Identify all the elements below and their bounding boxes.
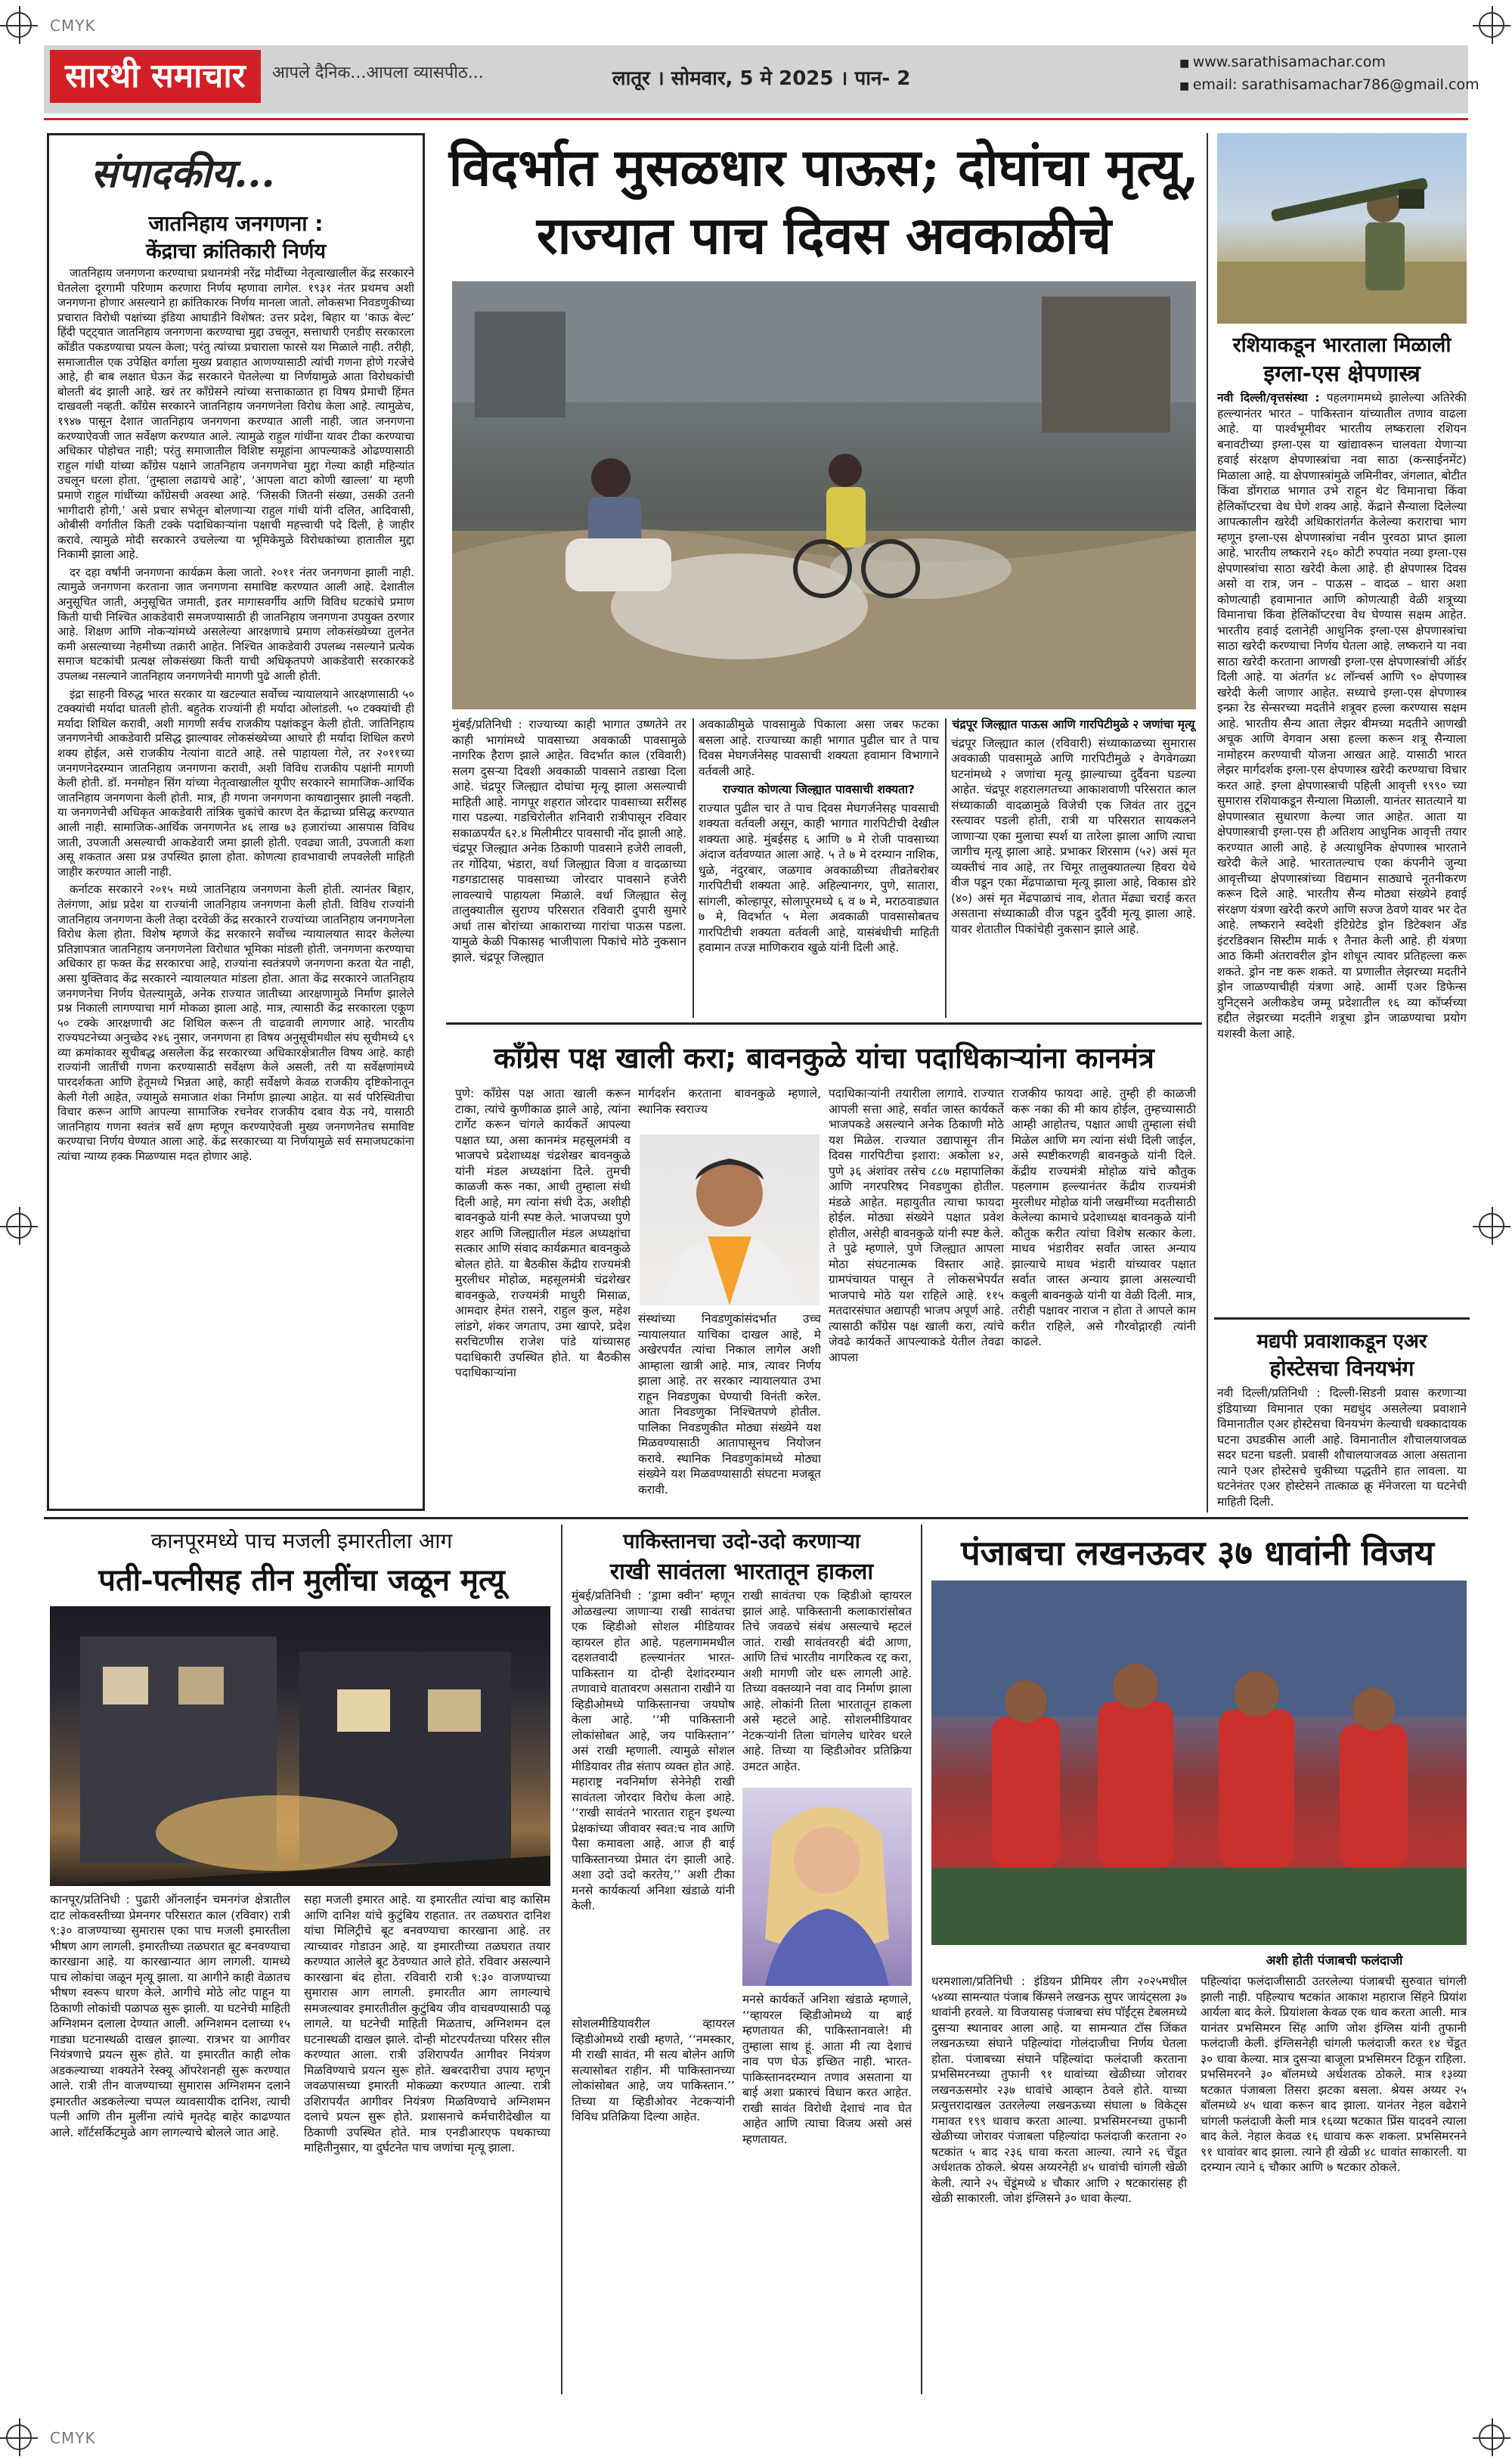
registration-mark-left-mid — [6, 1213, 32, 1239]
rain-column-1: मुंबई/प्रतिनिधी : राज्याच्या काही भागात उष्णतेने तर काही भागांमध्ये पावसाच्या अवकाळी पावसामुळे नागरिक हैराण झाले आहेत. विदर्भात काल (रविवारी) सलग दुसऱ्या दिवशी अवकाळी पावसाने तडाखा दिला आहे. चंद्रपूर जिल्ह्यात दोघांचा मृत्यू झाला असल्याची माहिती आहे. नागपूर शहरात जोरदार पावसाच्या सरींसह गारा पडल्या. गडचिरोलीत शनिवारी रात्रीपासून रविवार सकाळपर्यंत ६२.४ मिलीमीटर पावसाची नोंद झाली आहे. चंद्रपूर जिल्ह्यात अनेक ठिकाणी पावसाने हजेरी लावली, तर गोंदिया, भंडारा, वर्धा जिल्ह्यात विजा व वादळाच्या गडगडाटासह पावसाच्या जोरदार पावसाने हजेरी लावल्याचे पाहायला मिळाले. वर्धा जिल्ह्यात सेलू तालुक्यातील सुराण्य परिसरात रविवारी दुपारी सुमारे अर्धा तास बोरांच्या आकाराच्या गारांचा पाऊस पडला. यामुळे केळी पिकासह भाजीपाला पिकांचे मोठे नुकसान झाले. चंद्रपूर जिल्ह्यात — [452, 718, 686, 964]
editorial-paragraph: कर्नाटक सरकारने २०१५ मध्ये जातनिहाय जनगणना केली होती. त्यानंतर बिहार, तेलंगणा, आंध्र प्रदेश या राज्यांनी जातनिहाय जनगणना केली होती. विविध राज्यांनी जातनिहाय जनगणना केली तेव्हा दरवेळी केंद्र सरकारने राज्यांच्या जातनिहाय जनगणनेला विरोध केला होता. विशेष म्हणजे केंद्र सरकारने सर्वोच्च न्यायालयात सादर केलेल्या प्रतिज्ञापत्रात जातनिहाय जनगणनेला विरोधात भूमिका मांडली होती. जनगणना करण्याचा अधिकार हा फक्त केंद्र सरकारचा आहे, राज्यांना स्वतंत्रपणे जनगणना करता येत नाही, असा युक्तिवाद केंद्र सरकारने न्यायालयात मांडला होता. आता केंद्र सरकारने जातनिहाय जनगणनेचा निर्णय घेतल्यामुळे, अनेक राज्यात जातीच्या आरक्षणामुळे निर्माण झालेले प्रश्न निकाली लागण्याचा मार्ग मोकळा झाला आहे. मात्र, त्यासाठी केंद्र सरकारला एकूण ५० टक्के आरक्षणाची अट शिथिल करून ती वाढवावी लागणार आहे. भारतीय राज्यघटनेच्या अनुच्छेद २४६ नुसार, जनगणना हा विषय अनुसूचीमधील संघ सूचीमध्ये ६९ व्या क्रमांकावर सूचीबद्ध असलेला केंद्र सरकारच्या अधिकारक्षेत्रातील विषय आहे. काही राज्यांनी जातींची गणना करण्यासाठी सर्वेक्षण केले असली, तरी या सर्वेक्षणांमध्ये पारदर्शकता आणि हेतूमध्ये भिन्नता आहे, काही सर्वेक्षणे केवळ राजकीय दृष्टिकोनातून केली गेली आहेत, ज्यामुळे समाजात शंका निर्माण झाल्या आहेत. या सर्व परिस्थितीचा विचार करून आणि आपल्या सामाजिक रचनेवर राजकीय दबाव येऊ नये, यासाठी जातनिहाय गणना स्वतंत्र सर्वे क्षण म्हणून करण्याऐवजी मुख्य जनगणनेतच समाविष्ट करण्याचा निर्णय घेण्यात आला आहे. केंद्र सरकारच्या या निर्णयामुळे सर्व समाजघटकांना त्यांचा न्याय्य हक्क मिळण्यास मदत होणार आहे. — [57, 883, 414, 1164]
rain-column-2b-text: राज्यात पुढील चार ते पाच दिवस मेघगर्जनेसह पावसाची शक्यता वर्तवली असून, काही भागात गारपिटीची देखील शक्यता आहे. मुंबईसह ६ आणि ७ मे रोजी पावसाच्या अंदाज वर्तवण्यात आला आहे. ५ ते ७ मे दरम्यान नाशिक, धुळे, नंदुरबार, जळगाव अवकाळीच्या तीव्रतेबरोबर गारपिटीची शक्यता आहे. अहिल्यानगर, पुणे, सातारा, सांगली, कोल्हापूर, सोलापूरमध्ये ६ व ७ मे, मराठवाड्यात ७ मे, विदर्भात ५ मेला अवकाळी पावसासोबतच गारपिटीची शक्यता वर्तवली आहे, यासंबंधीची माहिती हवामान तज्ज्ञ माणिकराव खुळे यांनी दिली आहे. — [699, 801, 939, 954]
rakhi-column-1: मुंबई/प्रतिनिधी : ‘ड्रामा क्वीन’ म्हणून ओळखल्या जाणाऱ्या राखी सावंतचा एक व्हिडीओ सोशल मीडियावर व्हायरल होत आहे. पहलगाममधील दहशतवादी हल्ल्यानंतर भारत-पाकिस्तान या दोन्ही देशांदरम्यान तणावाचे वातावरण असताना राखीने या व्हिडीओमध्ये पाकिस्तानचा जयघोष केला आहे. ‘‘मी पाकिस्तानी लोकांसोबत आहे, जय पाकिस्तान’’ असं राखी म्हणाली. त्यामुळे सोशल मीडियावर तीव्र संताप व्यक्त होत आहे. महाराष्ट्र नवनिर्माण सेनेनेही राखी सावंतला जोरदार विरोध केला आहे. ‘‘राखी सावंतने भारतात राहून इथल्या प्रेक्षकांच्या जीवावर स्वत:च नाव आणि पैसा कमावला आहे. आज ही बाई पाकिस्तानच्या प्रेमात दंग झाली आहे. अशा उदो उदो करतेय,’’ अशी टीका मनसे कार्यकर्त्या अनिशा खंडाळे यांनी केली. — [572, 1589, 735, 1912]
email-link[interactable]: ■ email: sarathisamachar786@gmail.com — [1179, 74, 1479, 97]
missile-dateline: नवी दिल्ली/वृत्तसंस्था : — [1217, 391, 1320, 405]
cmyk-mark-top: CMYK — [50, 17, 96, 35]
registration-mark-right-mid — [1479, 1213, 1504, 1239]
rakhi-column-3: मनसे कार्यकर्ते अनिशा खंडाळे म्हणाले, ‘‘व्हायरल व्हिडीओमध्ये या बाई म्हणतायत की, पाकिस्तानवाले! मी तुम्हाला साथ हूं. आता मी त्या देशाचं नाव पण घेऊ इच्छित नाही. भारत-पाकिस्तानदरम्यान तणाव असताना या बाई अशा प्रकारचं विधान करत आहेत. राखी सावंत विरोधी देशाचं नाव घेत आहेत आणि त्याचा विजय असो असं म्हणतायत. — [742, 1993, 912, 2146]
rain-column-3-text: चंद्रपूर जिल्ह्यात काल (रविवारी) संध्याकाळच्या सुमारास अवकाळी पावसामुळे आणि गारपिटीमुळे २ वेगवेगळ्या घटनांमध्ये २ जणांचा मृत्यू झाल्याच्या दुर्दैवना घडल्या आहेत. चंद्रपूर शहरालगतच्या आकाशवाणी परिसरात काल संध्याकाळी वादळामुळे विजेची एक जिवंत तार तुटून रस्त्यावर पडली होती, रात्री या परिसरात सायकलने जाणाऱ्या एका मुलाचा स्पर्श या तारेला झाला आणि त्याचा जागीच मृत्यू झाला आहे. प्रभाकर शिरसाम (५२) असं मृत व्यक्तीचं नाव आहे, तर चिमूर तालुक्यातल्या हिवरा येथे वीज पडून एका मेंढपाळाचा मृत्यू झाला आहे, विकास डोरे (४०) असं मृत मेंढपाळाचं नाव, शेतात मेंढ्या चराई करत असताना संध्याकाळी वीज पडून दुर्दैवी मृत्यू झाला आहे. यावर शेतातील पिकांचेही नुकसान झाले आहे. — [951, 736, 1196, 936]
flooded-street-illustration — [452, 281, 1196, 709]
section-rule — [446, 1022, 1202, 1025]
congress-column-3: पदाधिकाऱ्यांनी तयारीला लागावे. राज्यात आपली सत्ता आहे, सर्वात जास्त कार्यकर्ते भाजपकडे असल्याने अनेक ठिकाणी मोठे यश मिळेल. राज्यात उद्यापासून तीन दिवस गारपिटीचा इशारा: अकोला ४२, पुणे ३६ अंशांवर तसेच ८८७ महापालिका आणि नगरपरिषद निवडणुका होतील. मंडळे आहेत. महायुतीत त्याचा फायदा होईल. मोठ्या संख्येने पक्षात प्रवेश होतील, असेही बावनकुळे यांनी स्पष्ट केले. ते पुढे म्हणाले, पुणे जिल्ह्यात आपला मोठा संघटनात्मक विस्तार आहे. ग्रामपंचायत पासून ते लोकसभेपर्यंत भाजपाचे मोठे यश राहिले आहे. ११५ मतदारसंघात अद्यापही भाजप अपूर्ण आहे. त्यासाठी काँग्रेस पक्ष खाली करा, त्यांचे जेवढे कार्यकर्ते आपल्याकडे येतील तेवढा आपला — [829, 1087, 1004, 1364]
rakhi-headline-line2: राखी सावंतला भारतातून हाकला — [609, 1559, 874, 1585]
congress-headline: काँग्रेस पक्ष खाली करा; बावनकुळे यांचा पदाधिकाऱ्यांना कानमंत्र — [494, 1041, 1154, 1075]
column-rule — [692, 718, 694, 1018]
kanpur-headline: पती-पत्नीसह तीन मुलींचा जळून मृत्यू — [98, 1562, 505, 1598]
editorial-title: जातनिहाय जनगणना : — [148, 211, 324, 236]
igla-missile-soldier-photo — [1217, 133, 1467, 324]
editorial-section-title: संपादकीय... — [91, 150, 275, 197]
punjab-photo-caption: अशी होती पंजाबची फलंदाजी — [1266, 1953, 1403, 1968]
rakhi-column-2: राखी सावंतचा एक व्हिडीओ व्हायरल झालं आहे. पाकिस्तानी कलाकारांसोबत तिचे जवळचे संबंध असल्याचे म्हटलं जातं. राखी सावंतवरही बंदी आणा, आणि तिचं भारतीय नागरिकत्व रद्द करा, अशी मागणी जोर धरू लागली आहे. तिच्या वक्तव्याने नवा वाद निर्माण झाला आहे. लोकांनी तिला भारतातून हाकला असे म्हटले आहे. सोशलमीडियावर नेटकऱ्यांनी तिला चांगलेच धारेवर धरले आहे. तिच्या या व्हिडीओवर प्रतिक्रिया उमटत आहेत. — [742, 1589, 912, 1773]
kanpur-column-2: सहा मजली इमारत आहे. या इमारतीत त्यांचा बाइ कासिम आणि दानिश यांचे कुटुंबिय राहतात. तर तळघरात दानिश यांचा मिलिट्रीचे बूट बनवण्याचा कारखाना आहे. तर त्याच्यावर गोडाउन आहे. या इमारतीच्या तळघरात तयार करण्यात आलेले बूट ठेवण्यात आले होते. रविवार असल्याने कारखाना बंद होता. रविवारी रात्री ९:३० वाजण्याच्या सुमारास आग लागली. इमारतीत आग लागल्याचे समजल्यावर इमारतीतील कुटुंबिय जीव वाचवण्यासाठी पळू लागले. या घटनेची माहिती मिळताच, अग्निशमन दल घटनास्थळी दाखल झाले. दोन्ही मोटरपर्यंतच्या परिसर सील करण्यात आला. रात्री उशिरापर्यंत आगीवर नियंत्रण मिळविण्याचे प्रयत्न सुरू होते. खबरदारीचा उपाय म्हणून जवळपासच्या इमारती मोकळ्या करण्यात आल्या. रात्री उशिरापर्यंत आगीवर नियंत्रण मिळविण्याचे अग्निशमन दलाचे प्रयत्न सुरू होते. प्रशासनाचे कर्मचारीदेखील या ठिकाणी उपस्थित होते. मात्र एनडीआरएफ पथकाच्या माहितीनुसार, या दुर्घटनेत पाच जणांचा मृत्यू झाला. — [304, 1893, 550, 2154]
column-rule — [561, 1525, 562, 2394]
rain-headline-line2: राज्यात पाच दिवस अवकाळीचे — [536, 206, 1112, 266]
website-link[interactable]: ■ www.sarathisamachar.com — [1179, 51, 1479, 74]
missile-body-text: पहलगाममध्ये झालेल्या अतिरेकी हल्ल्यानंतर भारत – पाकिस्तान यांच्यातील तणाव वाढला आहे. या पार्श्वभूमीवर भारतीय लष्कराला रशियन बनावटीच्या इग्ला-एस या खांद्यावरून चालवता येणाऱ्या हवाई संरक्षण क्षेपणास्त्रांचा नवा साठा (कन्साईनमेंट) मिळाला आहे. या क्षेपणास्त्रांमुळे जमिनीवर, जंगलात, बोटीत किंवा डोंगराळ भागात उभे राहून थेट विमानाचा किंवा हेलिकॉप्टरचा वेध घेणे शक्य आहे. केंद्राने सैन्याला दिलेल्या आपत्कालीन खरेदी अधिकारांतर्गत केलेल्या कराराचा भाग म्हणून इग्ला-एस क्षेपणास्त्रांचा नवीन पुरवठा प्राप्त झाला आहे. भारतीय लष्कराने २६० कोटी रुपयांत नव्या इग्ला-एस क्षेपणास्त्रांचा साठा खरेदी केला आहे. ही क्षेपणास्त्र दिवस असो वा रात्र, जन – पाऊस – वादळ – धारा अशा कोणत्याही हवामानात आणि कोणत्याही वेळी शत्रूच्या विमानाचा किंवा हेलिकॉप्टरचा वेध घेण्यास सक्षम आहेत. भारतीय हवाई दलानेही आधुनिक इग्ला-एस क्षेपणास्त्रांचा साठा खरेदी करण्याचा निर्णय घेतला आहे. लष्कराने या नवा साठा खरेदी करताना आणखी इग्ला-एस क्षेपणास्त्रांची ऑर्डर दिली आहे. या अंतर्गत ४८ लॉन्चर्स आणि ९० क्षेपणास्त्र खरेदी केली जाणार आहेत. सध्याचे इग्ला-एस क्षेपणास्त्र इन्फ्रा रेड सेन्सरच्या मदतीने शत्रूवर हल्ला करण्यास सक्षम आहे. भारतीय सैन्य आता लेझर बीमच्या मदतीने आणखी अचूक आणि वेगवान असा हल्ला करून शत्रू सैन्याला नामोहरम करण्याची योजना आखत आहे. यासाठी भारत लेझर मार्गदर्शक इग्ला-एस क्षेपणास्त्र खरेदी करण्याचा विचार करत आहे. इग्ला क्षेपणास्त्राची पहिली आवृत्ती १९९० च्या सुमारास रशियाकडून सैन्याला मिळाली. यानंतर सातत्याने या क्षेपणास्त्रात सुधारणा केल्या जात आहेत. आता या क्षेपणास्त्राची इग्ला-एस ही अतिशय आधुनिक आवृत्ती तयार करण्यात आली आहे. हे अत्याधुनिक क्षेपणास्त्र भारताने खरेदी केले आहे. भारतातल्याच एका कंपनीने जुन्या आवृत्तीच्या क्षेपणास्त्रांच्या विद्यमान साठ्याचे नूतनीकरण करून दिले आहे. भारतीय सैन्य मोठ्या संख्येने हवाई संरक्षण यंत्रणा खरेदी करणे आणि सज्ज ठेवणे यावर भर देत आहे. लष्कराने स्वदेशी इंटिग्रेटेड ड्रोन डिटेक्शन अँड इंटरडिक्शन सिस्टीम मार्क १ तैनात केली आहे. ही यंत्रणा आठ किमी अंतरावरील ड्रोन शोधून त्यावर प्रतिहल्ला करू शकते. ड्रोन नष्ट करू शकते. या प्रणालीत लेझरच्या मदतीने ड्रोन जाळण्याचीही यंत्रणा आहे. आर्मी एअर डिफेन्स युनिट्सने अलीकडेच जम्मू प्रदेशातील १६ व्या कॉर्प्सच्या हद्दीत लेझरच्या मदतीने शत्रूचा ड्रोन जाळण्याचा प्रयोग यशस्वी केला आहे. — [1217, 391, 1467, 1041]
newspaper-logo: सारथी समाचार — [50, 50, 261, 103]
editorial-paragraph: इंद्रा साहनी विरुद्ध भारत सरकार या खटल्यात सर्वोच्च न्यायालयाने आरक्षणासाठी ५० टक्क्यांची मर्यादा घातली होती. बहुतेक राज्यांनी ही मर्यादा ओलांडली. ५० टक्क्यांची ही मर्यादा शिथिल करावी, अशी मागणी सर्वच राजकीय पक्षांकडून केली होती. जातिनिहाय जनगणनेची आकडेवारी प्रसिद्ध झाल्यावर लोकसंख्येच्या आधारे ही मर्यादा शिथिल करणे शक्य होईल, असे राजकीय नेत्यांना वाटते आहे. तसे पाहायला गेले, तर २०११च्या जनगणनेदरम्यान जातनिहाय जनगणना करावी, अशी विविध राजकीय पक्षांनी मागणी केली होती. डॉ. मनमोहन सिंग यांच्या नेतृत्वाखालील यूपीए सरकारने सामाजिक-आर्थिक जातनिहाय जनगणना केली होती. मात्र, ही गणना जनगणना कायद्यानुसार झाली नव्हती. या जनगणनेची अधिकृत आकडेवारी तांत्रिक चुकांचे कारण देत केंद्राच्या प्रसिद्ध करण्यात आली नाही. सामाजिक-आर्थिक जनगणनेत ४६ लाख ७३ हजारांच्या आसपास विविध जाती, उपजाती असल्याची आकडेवारी जमा झाली होती. एवढ्या जाती, उपजाती कशा असू शकतात असा प्रश्न उपस्थित झाला होता. कोणत्या हावभावाची लपवलेली माहिती जाहीर करण्यात आली नाही. — [57, 687, 414, 879]
punjab-column-1: धरमशाला/प्रतिनिधी : इंडियन प्रीमियर लीग २०२५मधील ५४व्या सामन्यात पंजाब किंग्सने लखनऊ सुपर जायंट्सला ३७ धावांनी हरवले. या विजयासह पंजाबचा संघ पॉईंट्स टेबलमध्ये दुसऱ्या स्थानावर आला आहे. या सामन्यात टॉस जिंकत लखनऊच्या संघाने पहिल्यांदा गोलंदाजीचा निर्णय घेतला होता. पंजाबच्या संघाने पहिल्यांदा फलंदाजी करताना प्रभसिमरनच्या तुफानी ९१ धावांच्या खेळीच्या जोरावर लखनऊसमोर २३७ धावांचे आव्हान ठेवले होते. याच्या प्रत्युत्तरादाखल उतरलेल्या लखनऊच्या संघाला ७ विकेट्स गमावत १९९ धावाच करता आल्या. प्रभसिमरनच्या तुफानी खेळीच्या जोरावर पंजाबला पहिल्यांदा फलंदाजी करताना २० षटकांत ५ बाद २३६ धावा करता आल्या. त्याने २६ चेंडूत अर्धशतक ठोकले. श्रेयस अय्यरनेही ४५ धावांची चांगली खेळी केली. त्याने २५ चेंडूंमध्ये ४ चौकार आणि २ षटकारांसह ही खेळी साकारली. जोश इंग्लिसने ३० धावा केल्या. — [931, 1975, 1187, 2205]
punjab-headline: पंजाबचा लखनऊवर ३७ धावांनी विजय — [961, 1533, 1434, 1573]
rakhi-sawant-photo — [742, 1788, 912, 1986]
congress-column-1: पुणे: काँग्रेस पक्ष आता खाली करून टाका, त्यांचे कुणीकाळ झाले आहे, त्यांना टार्गेट करून चांगले कार्यकर्ते आपल्या पक्षात घ्या, असा कानमंत्र महसूलमंत्री व भाजपचे प्रदेशाध्यक्ष चंद्रशेखर बावनकुळे यांनी मंडल अध्यक्षांना दिले. तुमची काळजी करू नका, आधी तुम्हाला संधी दिली आहे, मग त्यांना संधी देऊ, अशीही बावनकुळे यांनी स्पष्ट केले. भाजपच्या पुणे शहर आणि जिल्ह्यातील मंडल अध्यक्षांचा सत्कार आणि संवाद कार्यक्रमात बावनकुळे बोलत होते. या बैठकीस केंद्रीय राज्यमंत्री मुरलीधर मोहोळ, महसूलमंत्री चंद्रशेखर बावनकुळे, राज्यमंत्री माधुरी मिसाळ, आमदार हेमंत रासने, राहुल कुल, महेश लांडगे, शंकर जगताप, उमा खापरे, प्रदेश सरचिटणीस राजेश पांडे यांच्यासह पदाधिकारी उपस्थित होते. या बैठकीस पदाधिकाऱ्यांना — [455, 1087, 631, 1379]
column-rule — [1207, 133, 1208, 1512]
masthead-tagline: आपले दैनिक...आपला व्यासपीठ... — [272, 64, 484, 82]
missile-headline-line1: रशियाकडून भारताला मिळाली — [1232, 333, 1452, 357]
rain-column-2 — [699, 717, 939, 1019]
rakhi-headline-line1: पाकिस्तानचा उदो-उदो करणाऱ्या — [623, 1530, 860, 1553]
missile-body — [1217, 390, 1467, 1310]
flight-headline-line2: होस्टेसचा विनयभंग — [1269, 1356, 1414, 1381]
celebrity-portrait — [742, 1788, 912, 1986]
kanpur-kicker: कानपूरमध्ये पाच मजली इमारतीला आग — [150, 1528, 453, 1553]
building-fire-illustration — [50, 1606, 550, 1886]
kanpur-fire-photo — [50, 1606, 550, 1886]
flight-body: नवी दिल्ली/प्रतिनिधी : दिल्ली-सिडनी प्रवास करणाऱ्या इंडियाच्या विमानात एका मद्यधुंद असलेल्या प्रवाशाने विमानातील एअर होस्टेसचा विनयभंग केल्याची धक्कादायक घटना उघडकीस आली आहे. विमानातील शौचालयाजवळ सदर घटना घडली. प्रवासी शौचालयाजवळ आला असताना त्याने एअर होस्टेसचे चुकीच्या पद्धतीने हात लावला. या घटनेनंतर एअर होस्टेसने तात्काळ क्रू मॅनेजरला या घटनेची माहिती दिली. — [1217, 1386, 1467, 1509]
rain-chandrapur-subhead: चंद्रपूर जिल्ह्यात पाऊस आणि गारपिटीमुळे २ जणांचा मृत्यू — [952, 718, 1195, 731]
section-rule — [44, 1517, 1468, 1519]
editorial-subtitle: केंद्राचा क्रांतिकारी निर्णय — [145, 240, 327, 263]
section-rule — [1214, 1317, 1470, 1320]
editorial-paragraph: दर दहा वर्षांनी जनगणना कार्यक्रम केला जातो. २०११ नंतर जनगणना झाली नाही. त्यामुळे जनगणना करताना जात जनगणना समाविष्ट करण्यात आली आहे. देशातील अनुसूचित जाती, अनुसूचित जमाती, इतर मागासवर्गीय आणि विविध घटकांचे प्रमाण किती याची निश्चित आकडेवारी समजण्यासाठी ही जातनिहाय जनगणना उपयुक्त ठरणार आहे. शिक्षण आणि नोकऱ्यांमध्ये असलेल्या आरक्षणाचे प्रमाण लोकसंख्येच्या तुलनेत कमी असल्याच्या नेहमीच्या तक्रारी आहेत. निश्चित आकडेवारी उपलब्ध नसल्याने प्रत्येक समाज घटकांची प्रत्यक्ष लोकसंख्या किती याची अधिकृतपणे आकडेवारी सरकारकडे उपलब्ध नसल्याने जातनिहाय जनगणनेची मागणी पुढे आली होती. — [57, 565, 414, 684]
masthead-contact — [1179, 51, 1479, 97]
cmyk-mark-bottom: CMYK — [50, 2429, 96, 2447]
column-rule — [945, 718, 947, 1018]
registration-mark-top-right — [1479, 12, 1504, 38]
registration-mark-bottom-right — [1479, 2424, 1504, 2450]
kanpur-column-1: कानपूर/प्रतिनिधी : पुढारी ऑनलाईन चमनगंज क्षेत्रातील दाट लोकवस्तीच्या प्रेमनगर परिसरात काल (रविवार) रात्री ९:३० वाजण्याच्या सुमारास एका पाच मजली इमारतीला भीषण आग लागली. इमारतीच्या तळघरात बूट बनवण्याचा कारखाना आहे. या कारखान्यात आग लागली. यामध्ये पाच लोकांचा जळून मृत्यू झाला. या आगीने काही वेळातच भीषण स्वरूप धारण केले. आगीचे मोठे लोट पाहून या ठिकाणी लोकांची पळापळ सुरू झाली. या घटनेची माहिती अग्निशमन दलाला देण्यात आली. अग्निशमन दलाच्या १५ गाड्या घटनास्थळी दाखल झाल्या. रात्रभर या आगीवर नियंत्रणाचे प्रयत्न सुरू होते. या इमारतीत काही लोक अडकल्याच्या शक्यतेने रेस्क्यू ऑपरेशनही सुरू करण्यात आले. रात्री तीन वाजण्याच्या सुमारास अग्निशमन दलाने इमारतीत अडकलेल्या चप्पल व्यावसायीक दानिश, त्याची पत्नी आणि तीन मुलींना त्यांचे मृतदेह बाहेर काढण्यात आले. शॉर्टसर्किटमुळे आग लागल्याचे बोलले जात आहे. — [50, 1893, 290, 2139]
editorial-paragraph: जातनिहाय जनगणना करण्याचा प्रधानमंत्री नरेंद्र मोदींच्या नेतृत्वाखालील केंद्र सरकारने घेतलेला दूरगामी परिणाम करणारा निर्णय म्हणावा लागेल. १९३१ नंतर प्रथमच अशी जनगणना होणार असल्याने हा क्रांतिकारक निर्णय मानला जातो. लोकसभा निवडणुकीच्या प्रचारात विरोधी पक्षांच्या इंडिया आघाडीने विशेषत: उत्तर प्रदेश, बिहार या ‘काऊ बेल्ट’ हिंदी पट्ट्यात जातनिहाय जनगणना करण्याचा मुद्दा उचलून, सत्ताधारी एनडीए सरकारला कोंडीत पकडण्याचा प्रयत्न केला; परंतु त्यांच्या प्रचाराला फारसे यश मिळाले नाही. तरीही, समाजातील एक उपेक्षित वर्गाला मुख्य प्रवाहात आणण्यासाठी त्यांची गणना होणे गरजेचे आहे, ही बाब लक्षात घेऊन केंद्र सरकारने घेतलेल्या या निर्णयामुळे आता विरोधकांची बोलती बंद झाली आहे. खरं तर काँग्रेसने त्यांच्या सत्ताकाळात हा विषय प्रेमाची हिंमत दाखवली नव्हती. काँग्रेस सरकारने जातनिहाय जनगणनेला विरोध केला आहे. त्यामुळेच, १९४७ पासून देशात जातनिहाय जनगणना करण्यात आली नाही. जात जनगणना करण्याऐवजी जात सर्वेक्षण करण्यात आले. त्यामुळे राहुल गांधींना यावर टीका करण्याचा अधिकार पोहोचत नाही; परंतु समाजातील विशिष्ट समूहांना आपल्याकडे ओढण्यासाठी राहुल गांधी यांच्या काँग्रेस पक्षाने जातनिहाय जनगणनेचा मुद्दा गेल्या काही महिन्यांत उचलून धरला होता. ‘तुम्हाला लढायचे आहे’, ‘आपला वाटा कोणी खाल्ला’ या म्हणी प्रमाणे राहुल गांधींच्या काँग्रेसची अवस्था आहे. ‘जिसकी जितनी संख्या, उसकी उतनी भागीदारी होगी,’ असे प्रचार सभेतून बोलणाऱ्या राहुल गांधी यांनी दलित, आदिवासी, ओबीसी वर्गातील किती टक्के पदाधिकाऱ्यांना पक्षाची महत्त्वाची पदे दिली, हे जाहीर करावे. त्यामुळे मोदी सरकारने उचलेल्या या भूमिकेमुळे विरोधकांच्या हातातील मुद्दा निकामी झाला आहे. — [57, 266, 414, 562]
rain-flood-photo — [452, 281, 1196, 709]
soldier-illustration — [1217, 133, 1467, 324]
registration-mark-bottom-left — [6, 2424, 32, 2450]
cricket-team-illustration — [931, 1581, 1467, 1945]
registration-mark-top-left — [6, 12, 32, 38]
congress-column-2a: मार्गदर्शन करताना बावनकुळे म्हणाले, स्थानिक स्वराज्य — [638, 1087, 821, 1116]
flight-headline-line1: मद्यपी प्रवाशाकडून एअर — [1256, 1330, 1427, 1353]
rain-column-2-text: अवकाळीमुळे पावसामुळे पिकाला असा जबर फटका बसला आहे. राज्याच्या काही भागात पुढील चार ते पाच दिवस मेघगर्जनेसह पावसाची शक्यता हवामान विभागाने वर्तवली आहे. — [699, 718, 939, 778]
congress-column-2b: संस्थांच्या निवडणुकांसंदर्भात उच्च न्यायालयात याचिका दाखल आहे, मे अखेरपर्यंत त्यांचा निकाल लागेल अशी आम्हाला खात्री आहे. मात्र, त्यावर निर्णय झाला आहे. तर सरकार न्यायालयात उभा राहून निवडणुका घेण्याची विनंती करेल. आता निवडणुका निश्चितपणे होतील. पालिका निवडणुकीत मोठ्या संख्येने यश मिळवण्यासाठी आतापासूनच नियोजन करावे. स्थानिक निवडणुकांमध्ये मोठ्या संख्येने यश मिळवण्यासाठी संघटना मजबूत करावी. — [638, 1312, 821, 1497]
column-rule — [921, 1525, 922, 2394]
punjab-team-photo — [931, 1581, 1467, 1945]
rain-subhead: राज्यात कोणत्या जिल्ह्यात पावसाची शक्यता? — [723, 783, 915, 796]
congress-column-4: राजकीय फायदा आहे. तुम्ही ही काळजी करू नका की मी काय होईल, तुम्हच्यासाठी आम्ही आहोतच, पक्षात आधी तुम्हाला संधी मिळेल आणि मग त्यांना संधी दिली जाईल, असे स्पष्टीकरणही बावनकुळे यांनी दिले. केंद्रीय राज्यमंत्री मोहोळ यांचे कौतुक पहलगाम हल्ल्यानंतर केंद्रीय राज्यमंत्री मुरलीधर मोहोळ यांनी जखमींच्या मदतीसाठी केलेल्या कामाचे प्रदेशाध्यक्ष बावनकुळे यांनी कौतुक करीत त्यांचा विशेष सत्कार केला. माधव भंडारीवर सर्वांत जास्त अन्याय झाल्याचे माधव भंडारी यांच्यावर पक्षात सर्वात जास्त अन्याय झाला असल्याची कबुली बावनकुळे यांनी या वेळी दिली. मात्र, तरीही पक्षावर नाराज न होता ते आपले काम करीत राहिले, असे गौरवोद्गारही त्यांनी काढले. — [1012, 1087, 1196, 1348]
politician-portrait — [640, 1134, 820, 1305]
masthead-dateline: लातूर । सोमवार, 5 मे 2025 । पान- 2 — [612, 67, 911, 90]
rain-headline-line1: विदर्भात मुसळधार पाऊस; दोघांचा मृत्यू, — [448, 138, 1200, 198]
missile-headline-line2: इग्ला-एस क्षेपणास्त्र — [1263, 361, 1421, 387]
masthead-rule — [44, 118, 1468, 120]
editorial-body — [57, 266, 414, 1503]
punjab-column-2: पहिल्यांदा फलंदाजीसाठी उतरलेल्या पंजाबची सुरुवात चांगली झाली नाही. पहिल्याच षटकांत आकाश महाराज सिंहने प्रियांश आर्यला बाद केले. प्रियांशला केवळ एक धाव करता आली. मात्र यानंतर प्रभसिमरन सिंह आणि जोश इंग्लिस यांनी तुफानी फलंदाजी केली. इंग्लिसनेही चांगली फलंदाजी करत १४ चेंडूत ३० धावा केल्या. मात्र दुसऱ्या बाजूला प्रभसिमरन टिकून राहिला. प्रभसिमरनने ३० बॉलमध्ये अर्धशतक ठोकले. मात्र १३व्या षटकात पंजाबला तिसरा झटका बसला. श्रेयस अय्यर २५ बॉलमध्ये ४५ धावा करून बाद झाला. यानंतर नेहल वढेराने चांगली फलंदाजी केली मात्र १६व्या षटकात प्रिंस यादवने त्याला बाद केले. नेहाल केवळ १६ धावाच करू शकला. प्रभसिमरनने ९१ धावांवर बाद झाला. त्याने ही खेळी ४८ धावांत साकारली. या दरम्यान त्याने ६ चौकार आणि ७ षटकार ठोकले. — [1201, 1975, 1467, 2174]
rain-column-3 — [951, 717, 1196, 1019]
rakhi-column-4: सोशलमीडियावरील व्हायरल व्हिडीओमध्ये राखी म्हणते, ‘‘नमस्कार, मी राखी सावंत, मी सत्य बोलेन आणि सत्यासोबत राहीन. मी पाकिस्तानच्या लोकांसोबत आहे, जय पाकिस्तान.’’ तिच्या या व्हिडीओवर नेटकऱ्यांनी विविध प्रतिक्रिया दिल्या आहेत. — [572, 2017, 735, 2123]
bawankule-portrait-photo — [640, 1134, 820, 1305]
